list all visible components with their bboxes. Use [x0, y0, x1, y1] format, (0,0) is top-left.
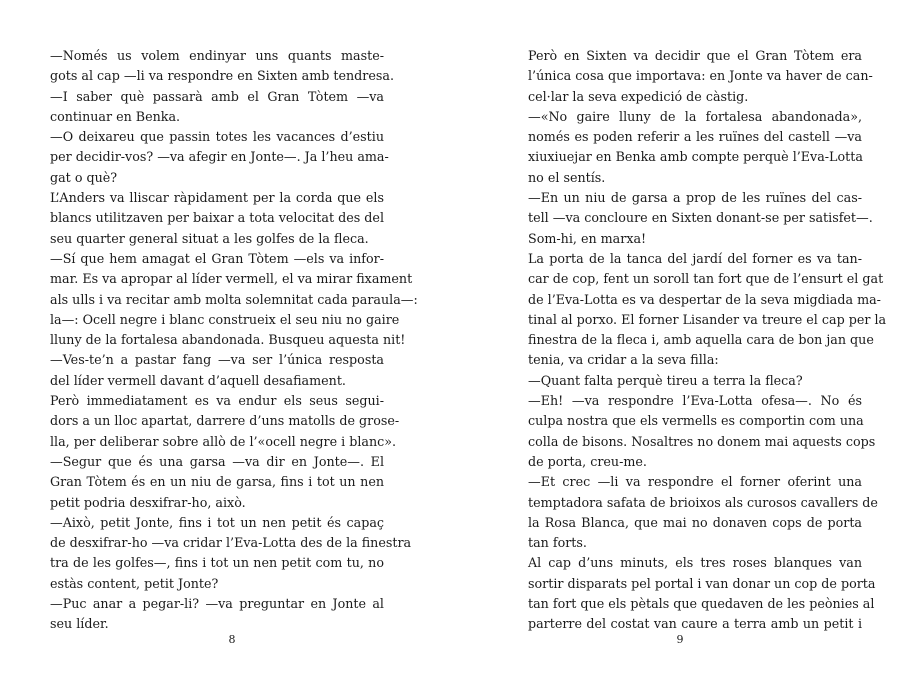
text-line: continuar en Benka. — [50, 108, 181, 124]
text-line: tenia, va cridar a la seva filla: — [528, 352, 719, 368]
text-line: gat o què? — [50, 169, 118, 185]
paragraph — [32, 452, 384, 513]
text-line: als ulls i va recitar amb molta solemnitat cada paraula—: — [50, 291, 418, 307]
text-line: gots al cap —li va respondre en Sixten amb tendresa. — [50, 68, 394, 84]
paragraph — [32, 87, 384, 128]
text-line: petit podria desxifrar-ho, això. — [50, 494, 246, 510]
text-line: —Eh! —va respondre l’Eva-Lotta ofesa—. No és — [528, 393, 862, 409]
text-line: estàs content, petit Jonte? — [50, 575, 219, 591]
text-line: seu quarter general situat a les golfes de la fleca. — [50, 230, 369, 246]
text-line: temptadora safata de brioixos als curosos cavallers de — [528, 494, 878, 510]
text-line: lluny de la fortalesa abandonada. Busqueu aquesta nit! — [50, 332, 406, 348]
text-line: —Segur que és una garsa —va dir en Jonte—. El — [50, 453, 384, 469]
paragraph — [510, 249, 887, 371]
page-number-right: 9 — [676, 633, 684, 646]
paragraph — [510, 107, 862, 188]
text-line: per decidir-vos? —va afegir en Jonte—. Ja l’heu ama- — [50, 149, 389, 165]
text-line: colla de bisons. Nosaltres no donem mai aquests cops — [528, 433, 876, 449]
text-line: tra de les golfes—, fins i tot un nen petit com tu, no — [50, 555, 384, 571]
text-line: —Et crec —li va respondre el forner oferint una — [528, 474, 862, 490]
paragraph — [32, 127, 389, 188]
text-line: tan fort que els pètals que quedaven de les peònies al — [528, 596, 875, 612]
text-line: car de cop, fent un soroll tan fort que de l’ensurt el gat — [528, 271, 884, 287]
text-line: cel·lar la seva expedició de càstig. — [528, 88, 749, 104]
text-line: —Sí que hem amagat el Gran Tòtem —els va infor- — [50, 250, 384, 266]
paragraph — [510, 553, 876, 634]
text-line: Però en Sixten va decidir que el Gran Tòtem era — [528, 48, 862, 63]
text-line: seu líder. — [50, 616, 109, 632]
text-line: tinal al porxo. El forner Lisander va treure el cap per la — [528, 311, 887, 327]
paragraph — [32, 46, 394, 87]
text-line: finestra de la fleca i, amb aquella cara de bon jan que — [528, 332, 874, 348]
paragraph — [510, 391, 876, 472]
text-line: dors a un lloc apartat, darrere d’uns matolls de grose- — [50, 413, 400, 429]
text-line: la Rosa Blanca, que mai no donaven cops de porta — [528, 514, 862, 530]
text-line: de porta, creu-me. — [528, 453, 647, 469]
paragraph — [32, 188, 384, 249]
paragraph — [32, 249, 418, 350]
paragraph — [510, 46, 873, 107]
text-line: —I saber què passarà amb el Gran Tòtem —va — [50, 88, 384, 104]
text-line: blancs utilitzaven per baixar a tota velocitat des del — [50, 210, 384, 226]
left-page-text — [32, 46, 418, 635]
text-line: —Això, petit Jonte, fins i tot un nen petit és capaç — [50, 514, 384, 530]
text-line: L’Anders va lliscar ràpidament per la corda que els — [50, 190, 384, 206]
text-line: —En un niu de garsa a prop de les ruïnes del cas- — [528, 190, 862, 206]
text-line: mar. Es va apropar al líder vermell, el va mirar fixament — [50, 271, 413, 287]
text-line: tell —va concloure en Sixten donant-se per satisfet—. — [528, 210, 873, 226]
text-line: Som-hi, en marxa! — [528, 230, 647, 246]
text-line: —Puc anar a pegar-li? —va preguntar en Jonte al — [50, 596, 384, 612]
text-line: —«No gaire lluny de la fortalesa abandonada», — [528, 108, 862, 124]
text-line: La porta de la tanca del jardí del forner es va tan- — [528, 250, 862, 266]
text-line: —Només us volem endinyar uns quants maste- — [50, 48, 384, 63]
text-line: només es poden referir a les ruïnes del castell —va — [528, 129, 862, 145]
text-line: tan forts. — [528, 535, 587, 551]
text-line: del líder vermell davant d’aquell desafiament. — [50, 372, 346, 388]
text-line: lla, per deliberar sobre allò de l’«ocell negre i blanc». — [50, 433, 397, 449]
text-line: no el sentís. — [528, 169, 606, 185]
paragraph — [32, 391, 400, 452]
text-line: culpa nostra que els vermells es comportin com una — [528, 413, 864, 429]
text-line: —O deixareu que passin totes les vacances d’estiu — [50, 129, 384, 145]
text-line: Però immediatament es va endur els seus segui- — [50, 393, 384, 409]
text-line: —Quant falta perquè tireu a terra la fleca? — [528, 372, 803, 388]
right-page-text — [510, 46, 887, 635]
paragraph — [510, 188, 873, 249]
paragraph — [32, 513, 412, 594]
paragraph — [510, 371, 862, 391]
text-line: de desxifrar-ho —va cridar l’Eva-Lotta des de la finestra — [50, 535, 412, 551]
text-line: la—: Ocell negre i blanc construeix el seu niu no gaire — [50, 311, 400, 327]
text-line: —Ves-te’n a pastar fang —va ser l’única resposta — [50, 352, 384, 368]
text-line: parterre del costat van caure a terra amb un petit i — [528, 616, 862, 632]
page-number-left: 8 — [228, 633, 236, 646]
paragraph — [510, 472, 878, 553]
text-line: Al cap d’uns minuts, els tres roses blanques van — [528, 555, 862, 571]
text-line: xiuxiuejar en Benka amb compte perquè l’Eva-Lotta — [528, 149, 863, 165]
text-line: l’única cosa que importava: en Jonte va haver de can- — [528, 68, 873, 84]
text-line: sortir disparats pel portal i van donar un cop de porta — [528, 575, 876, 591]
text-line: Gran Tòtem és en un niu de garsa, fins i tot un nen — [50, 474, 384, 490]
paragraph — [32, 594, 384, 635]
text-line: de l’Eva-Lotta es va despertar de la seva migdiada ma- — [528, 291, 881, 307]
paragraph — [32, 350, 384, 391]
